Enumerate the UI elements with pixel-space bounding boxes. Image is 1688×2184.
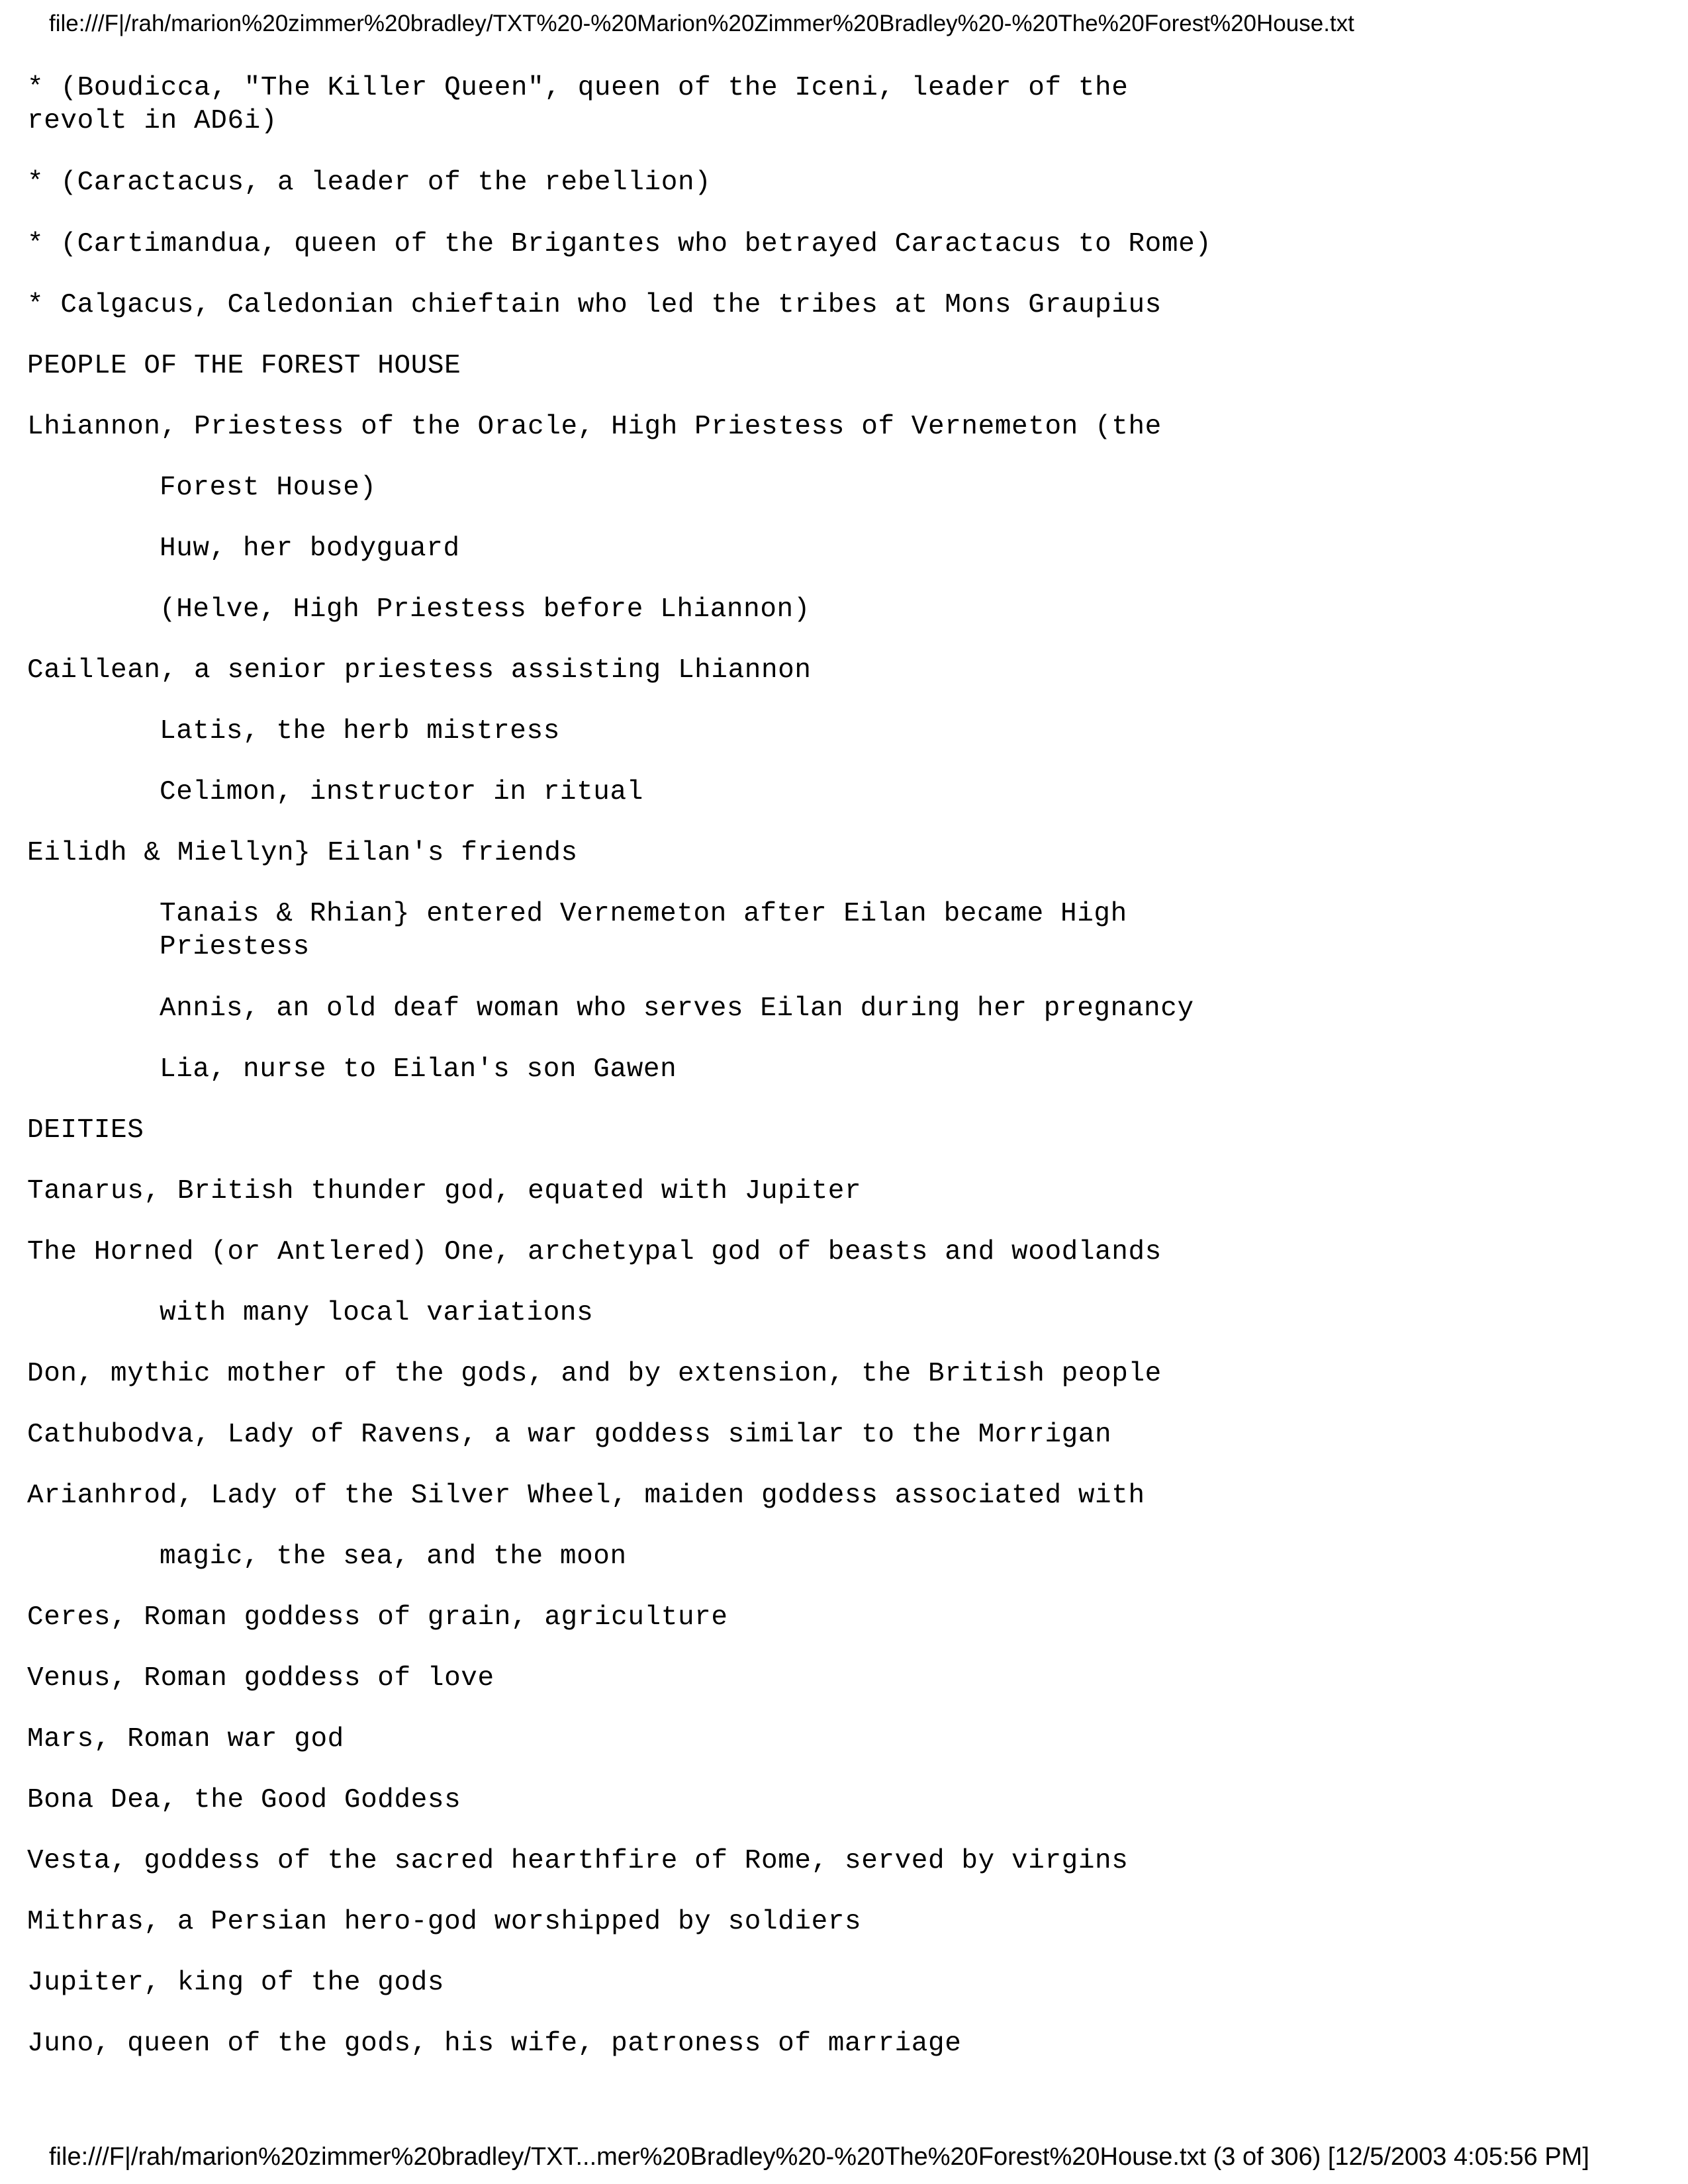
text-line: Cathubodva, Lady of Ravens, a war goddess similar to the Morrigan (27, 1420, 1112, 1450)
text-line: Huw, her bodyguard (160, 533, 460, 564)
text-line: Don, mythic mother of the gods, and by extension, the British people (27, 1359, 1162, 1389)
page-footer: file:///F|/rah/marion%20zimmer%20bradley/TXT...mer%20Bradley%20-%20The%20Forest%20House.txt (3 of 306) [12/5/2003 4:05:56 PM] (49, 2143, 1589, 2171)
text-line: * (Cartimandua, queen of the Brigantes who betrayed Caractacus to Rome) (27, 229, 1212, 259)
text-line: Juno, queen of the gods, his wife, patroness of marriage (27, 2028, 962, 2059)
text-line: Jupiter, king of the gods (27, 1968, 445, 1998)
text-line: Celimon, instructor in ritual (160, 777, 643, 807)
text-line: Priestess (160, 932, 310, 962)
section-heading: PEOPLE OF THE FOREST HOUSE (27, 351, 461, 381)
text-line: Ceres, Roman goddess of grain, agriculture (27, 1602, 728, 1633)
text-line: * (Caractacus, a leader of the rebellion) (27, 167, 712, 198)
text-line: Caillean, a senior priestess assisting Lhiannon (27, 655, 812, 686)
text-line: Bona Dea, the Good Goddess (27, 1785, 461, 1815)
text-line: Latis, the herb mistress (160, 716, 560, 747)
text-line: * (Boudicca, "The Killer Queen", queen of the Iceni, leader of the (27, 73, 1129, 103)
text-line: Mithras, a Persian hero-god worshipped by soldiers (27, 1907, 862, 1937)
text-line: magic, the sea, and the moon (160, 1541, 627, 1572)
text-line: Forest House) (160, 473, 377, 503)
text-line: Tanais & Rhian} entered Vernemeton after Eilan became High (160, 899, 1127, 929)
text-line: * Calgacus, Caledonian chieftain who led the tribes at Mons Graupius (27, 290, 1162, 320)
text-line: revolt in AD6i) (27, 106, 278, 136)
text-line: Annis, an old deaf woman who serves Eilan during her pregnancy (160, 993, 1194, 1024)
text-line: Mars, Roman war god (27, 1724, 344, 1754)
text-line: Tanarus, British thunder god, equated with Jupiter (27, 1176, 862, 1206)
text-line: Eilidh & Miellyn} Eilan's friends (27, 838, 578, 868)
text-line: Lia, nurse to Eilan's son Gawen (160, 1054, 677, 1085)
text-line: Lhiannon, Priestess of the Oracle, High Priestess of Vernemeton (the (27, 412, 1162, 442)
section-heading: DEITIES (27, 1115, 144, 1146)
text-line: Arianhrod, Lady of the Silver Wheel, maiden goddess associated with (27, 1480, 1145, 1511)
text-line: The Horned (or Antlered) One, archetypal god of beasts and woodlands (27, 1237, 1162, 1267)
text-line: Vesta, goddess of the sacred hearthfire of Rome, served by virgins (27, 1846, 1129, 1876)
text-line: with many local variations (160, 1298, 594, 1328)
text-line: (Helve, High Priestess before Lhiannon) (160, 594, 810, 625)
page-header-url: file:///F|/rah/marion%20zimmer%20bradley/TXT%20-%20Marion%20Zimmer%20Bradley%20-%20The%20Forest%20House.txt (49, 11, 1354, 36)
text-line: Venus, Roman goddess of love (27, 1663, 494, 1694)
